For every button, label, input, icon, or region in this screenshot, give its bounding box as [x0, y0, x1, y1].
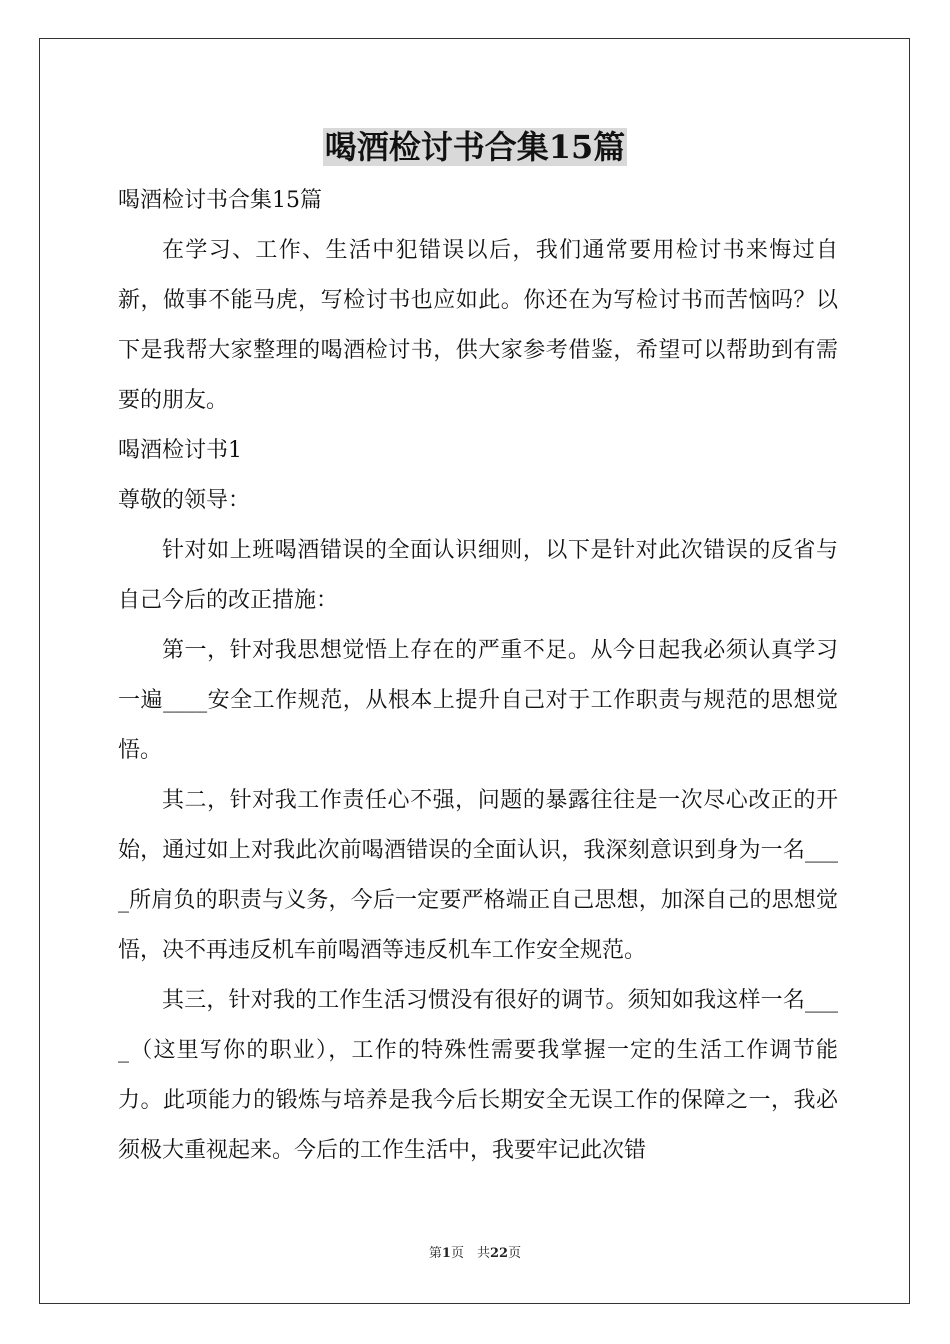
page-footer: [0, 1245, 950, 1263]
footer-page-total: 22: [489, 1246, 509, 1261]
footer-page-current: 1: [441, 1246, 451, 1261]
body-paragraph: 尊敬的领导：: [118, 488, 251, 513]
body-paragraph: 其二，针对我工作责任心不强，问题的暴露往往是一次尽心改正的开始，通过如上对我此次前喝酒错误的全面认识，我深刻意识到身为一名____所肩负的职责与义务，今后一定要严格端正自己思想，加深自己的思想觉悟，决不再违反机车前喝酒等违反机车工作安全规范。: [118, 788, 838, 963]
footer-mid: 页 共: [450, 1246, 490, 1261]
body-paragraph: 针对如上班喝酒错误的全面认识细则，以下是针对此次错误的反省与自己今后的改正措施：: [118, 538, 838, 613]
body-paragraph: 在学习、工作、生活中犯错误以后，我们通常要用检讨书来悔过自新，做事不能马虎，写检讨书也应如此。你还在为写检讨书而苦恼吗？以下是我帮大家整理的喝酒检讨书，供大家参考借鉴，希望可以帮助到有需要的朋友。: [118, 238, 838, 413]
body-paragraph: 喝酒检讨书合集15篇: [118, 188, 322, 213]
document-body: [118, 176, 838, 1176]
footer-prefix: 第: [428, 1246, 442, 1261]
document-title-text: 喝酒检讨书合集15篇: [324, 128, 626, 166]
footer-suffix: 页: [508, 1246, 522, 1261]
body-paragraph: 第一，针对我思想觉悟上存在的严重不足。从今日起我必须认真学习一遍____安全工作规范，从根本上提升自己对于工作职责与规范的思想觉悟。: [118, 638, 838, 763]
document-title: [0, 124, 950, 170]
body-paragraph: 其三，针对我的工作生活习惯没有很好的调节。须知如我这样一名____（这里写你的职业），工作的特殊性需要我掌握一定的生活工作调节能力。此项能力的锻炼与培养是我今后长期安全无误工作的保障之一，我必须极大重视起来。今后的工作生活中，我要牢记此次错: [118, 988, 838, 1163]
body-paragraph: 喝酒检讨书1: [118, 438, 242, 463]
